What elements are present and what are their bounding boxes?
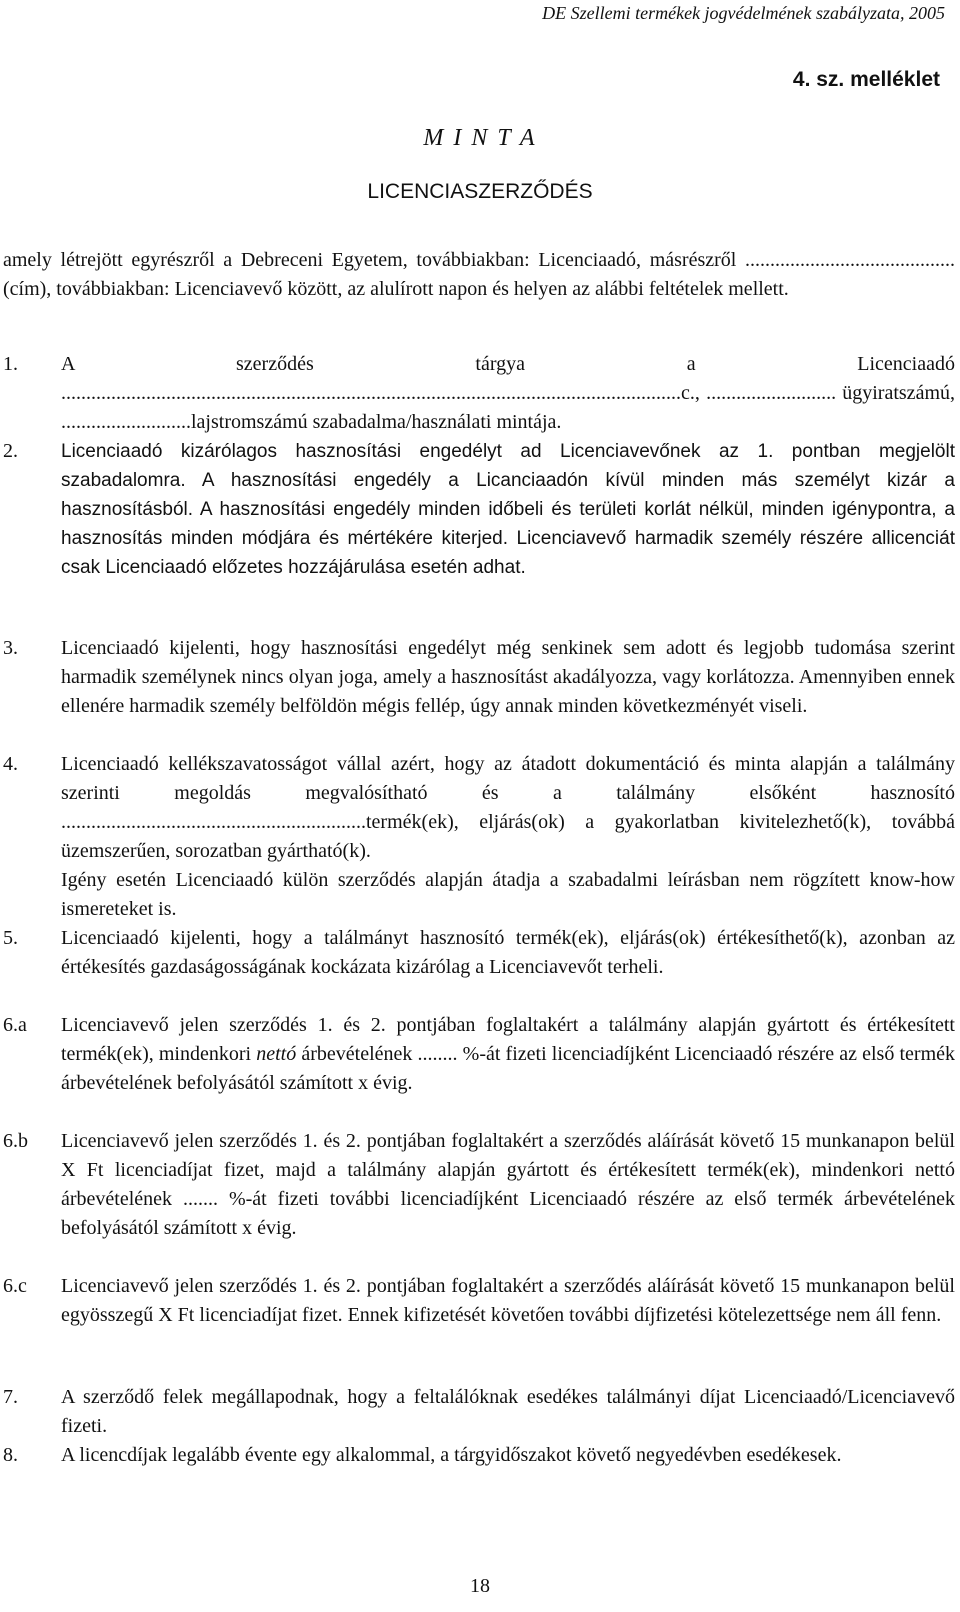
- clause-text: A licencdíjak legalább évente egy alkalommal, a tárgyidőszakot követő negyedévben esedékesek.: [61, 1444, 842, 1466]
- clause-number: 6.b: [3, 1130, 28, 1152]
- clause-text: A szerződő felek megállapodnak, hogy a feltalálóknak esedékes találmányi díjat Licenciaadó/Licenciavevő fizeti.: [61, 1386, 955, 1437]
- clause-text: Licenciaadó kizárólagos hasznosítási engedélyt ad Licenciavevőnek az 1. pontban megjelölt szabadalomra. A hasznosítási engedély a Licanciaadón kívül minden más személyt kizár a hasznosításból. A hasznosítási engedély minden időbeli és területi korlát nélkül, minden igénypontra, a hasznosítás minden módjára és mértékére kiterjed. Licenciavevő harmadik személy részére allicenciát csak Licenciaadó előzetes hozzájárulása esetén adhat.: [61, 441, 955, 578]
- clause-number: 2.: [3, 440, 18, 462]
- clause-text: Licenciavevő jelen szerződés 1. és 2. pontjában foglaltakért a találmány alapján gyártott és értékesített termék(ek), mindenkori nettó árbevételének ........ %-át fizeti licenciadíjként Licenciaadó részére az első termék árbevételének befolyásától számított x évig.: [61, 1014, 956, 1094]
- clause-text: A szerződés tárgya a Licenciaadó ............................................................................................................................c., .......................... ügyiratszámú, ..........................lajstromszámú szabadalma/használati mintája.: [61, 353, 955, 433]
- clause-number: 6.c: [3, 1275, 27, 1297]
- document-title: LICENCIASZERZŐDÉS: [367, 180, 593, 203]
- clause-text: Licenciaadó kijelenti, hogy a találmányt hasznosító termék(ek), eljárás(ok) értékesíthető(k), azonban az értékesítés gazdaságosságának kockázata kizárólag a Licenciavevőt terheli.: [61, 927, 955, 978]
- clause-text: Licenciaadó kijelenti, hogy hasznosítási engedélyt még senkinek sem adott és legjobb tudomása szerint harmadik személynek nincs olyan joga, amely a hasznosítást akadályozza, vagy korlátozza. Amennyiben ennek ellenére harmadik személy belföldön mégis fellép, úgy annak minden következményét viseli.: [61, 637, 955, 717]
- sample-label: M I N T A: [423, 125, 537, 151]
- clause-number: 1.: [3, 353, 18, 375]
- clause-number: 3.: [3, 637, 18, 659]
- italic-word: nettó: [256, 1043, 297, 1065]
- annex-label: 4. sz. melléklet: [792, 68, 940, 91]
- page-number: 18: [470, 1575, 490, 1597]
- clause-number: 5.: [3, 927, 18, 949]
- clause-number: 8.: [3, 1444, 18, 1466]
- clause-number: 7.: [3, 1386, 18, 1408]
- clause-text: Licenciaadó kellékszavatosságot vállal azért, hogy az átadott dokumentáció és minta alapján a találmány szerinti megoldás megvalósítható és a találmány elsőként hasznosító .............................................................termék(ek), eljárás(ok) a gyakorlatban kivitelezhető(k), továbbá üzemszerűen, sorozatban gyártható(k).: [61, 753, 955, 862]
- clause-number: 6.a: [3, 1014, 27, 1036]
- document-header: DE Szellemi termékek jogvédelmének szabályzata, 2005: [542, 3, 945, 23]
- clause-text-continued: Igény esetén Licenciaadó külön szerződés alapján átadja a szabadalmi leírásban nem rögzített know-how ismereteket is.: [61, 869, 955, 920]
- clause-text: Licenciavevő jelen szerződés 1. és 2. pontjában foglaltakért a szerződés aláírását követő 15 munkanapon belül X Ft licenciadíjat fizet, majd a találmány alapján gyártott és értékesített termék(ek), mindenkori nettó árbevételének ....... %-át fizeti további licenciadíjként Licenciaadó részére az első termék árbevételének befolyásától számított x évig.: [61, 1130, 955, 1239]
- clause-number: 4.: [3, 753, 18, 775]
- clause-text: Licenciavevő jelen szerződés 1. és 2. pontjában foglaltakért a szerződés aláírását követő 15 munkanapon belül egyösszegű X Ft licenciadíjat fizet. Ennek kifizetését követően további díjfizetési kötelezettsége nem áll fenn.: [61, 1275, 955, 1326]
